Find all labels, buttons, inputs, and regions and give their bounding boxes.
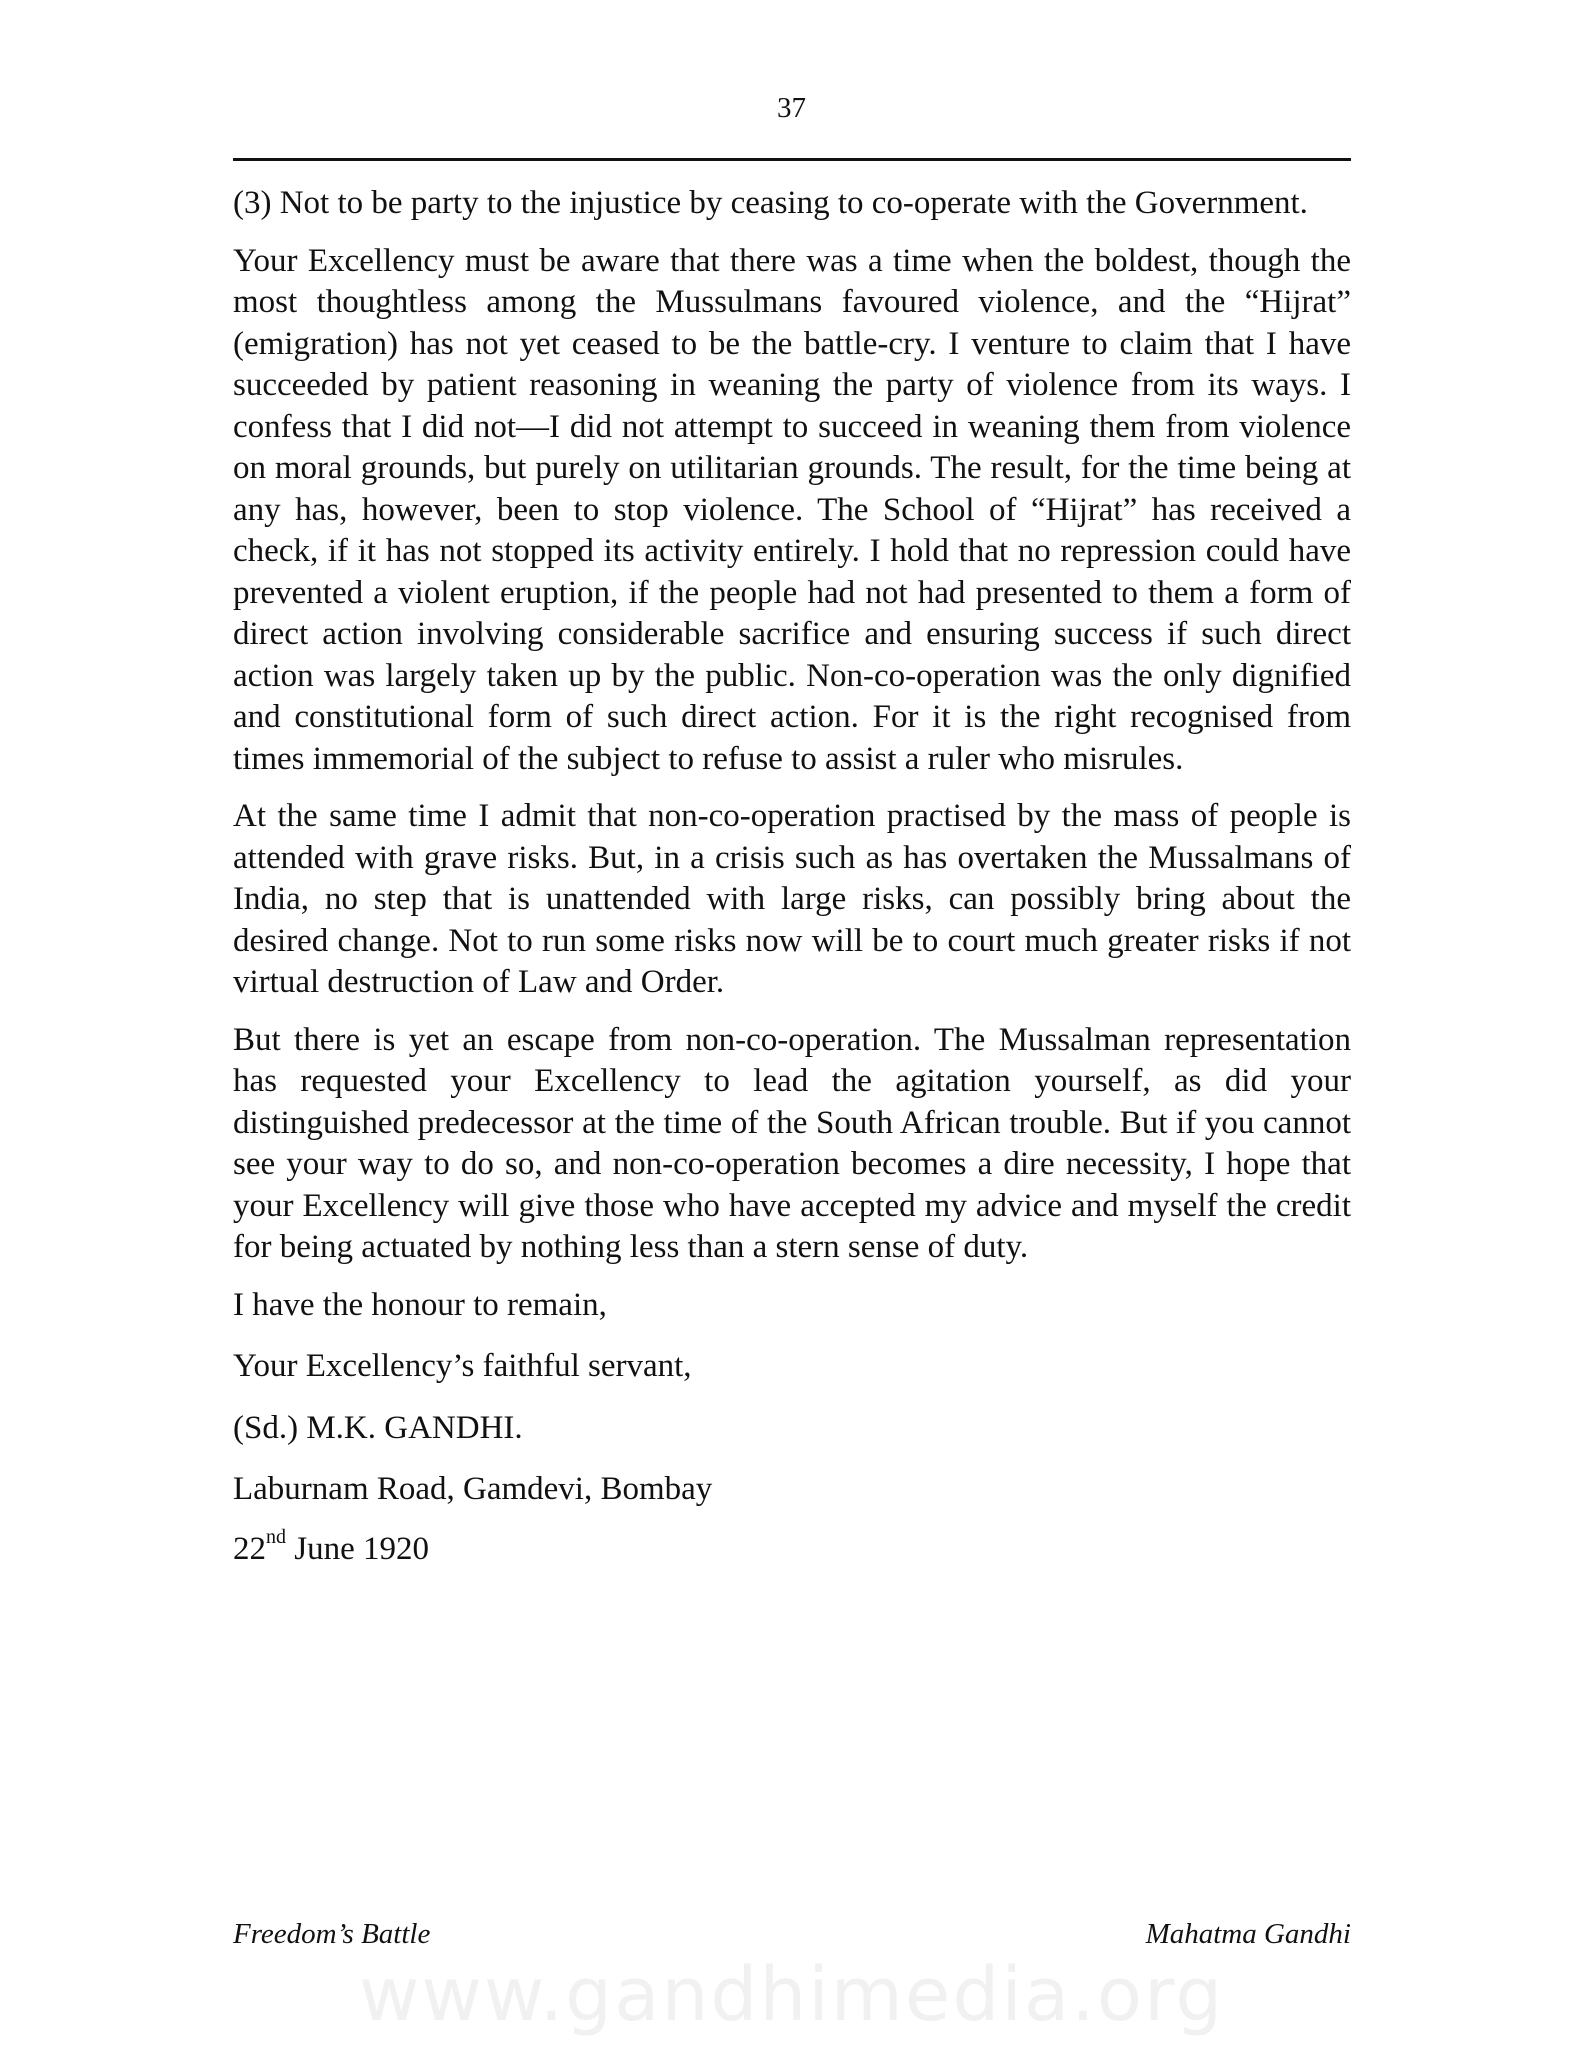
header-rule bbox=[233, 158, 1351, 161]
closing-salutation: I have the honour to remain, bbox=[233, 1286, 607, 1323]
paragraph-excellency-aware: Your Excellency must be aware that there was a time when the boldest, though the most thoughtless among the Mussulmans favoured violence, and the “Hijrat” (emigration) has not yet ceased to be the battle-cry. I venture to claim that I have succeeded by patient reasoning in weaning the party of violence from its ways. I confess that I did not—I did not attempt to succeed in weaning them from violence on moral grounds, but purely on utilitarian grounds. The result, for the time being at any has, however, been to stop violence. The School of “Hijrat” has received a check, if it has not stopped its activity entirely. I hold that no repression could have prevented a violent eruption, if the people had not had presented to them a form of direct action involving considerable sacrifice and ensuring success if such direct action was largely taken up by the public. Non-co-operation was the only dignified and constitutional form of such direct action. For it is the right recognised from times immemorial of the subject to refuse to assist a ruler who misrules. bbox=[233, 242, 1351, 777]
footer-author: Mahatma Gandhi bbox=[1145, 1918, 1351, 1950]
date-day: 22 bbox=[233, 1530, 266, 1567]
watermark: www.gandhimedia.org bbox=[358, 1952, 1225, 2038]
paragraph-item-3: (3) Not to be party to the injustice by ceasing to co-operate with the Government. bbox=[233, 185, 1308, 221]
paragraph-same-time: At the same time I admit that non-co-operation practised by the mass of people is attended with grave risks. But, in a crisis such as has overtaken the Mussalmans of India, no step that is unattended with large risks, can possibly bring about the desired change. Not to run some risks now will be to court much greater risks if not virtual destruction of Law and Order. bbox=[233, 798, 1351, 1000]
letter-closing bbox=[233, 1285, 1351, 1571]
date-suffix: nd bbox=[266, 1525, 286, 1548]
date bbox=[233, 1525, 1351, 1571]
page-number: 37 bbox=[777, 92, 806, 124]
footer-book-title: Freedom’s Battle bbox=[233, 1918, 431, 1950]
date-rest: June 1920 bbox=[286, 1530, 429, 1567]
paragraph-escape: But there is yet an escape from non-co-operation. The Mussalman representation has requested your Excellency to lead the agitation yourself, as did your distinguished predecessor at the time of the South African trouble. But if you cannot see your way to do so, and non-co-operation becomes a dire necessity, I hope that your Excellency will give those who have accepted my advice and myself the credit for being actuated by nothing less than a stern sense of duty. bbox=[233, 1021, 1351, 1265]
letter-body bbox=[233, 183, 1351, 1570]
closing-complimentary: Your Excellency’s faithful servant, bbox=[233, 1348, 692, 1384]
address: Laburnam Road, Gamdevi, Bombay bbox=[233, 1471, 713, 1507]
signature: (Sd.) M.K. GANDHI. bbox=[233, 1409, 523, 1446]
